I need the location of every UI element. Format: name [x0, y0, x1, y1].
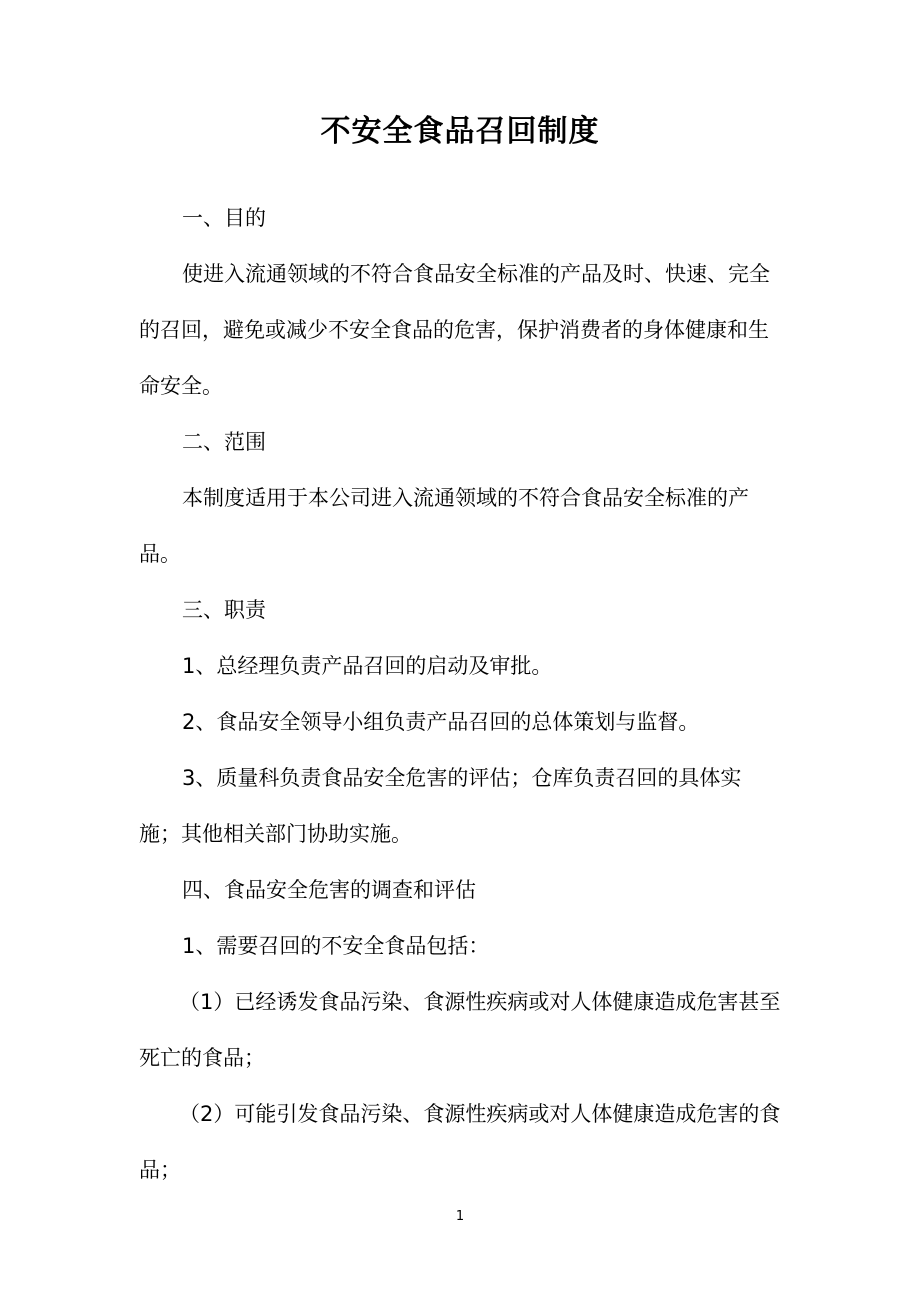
document-body: [139, 190, 783, 1198]
paragraph-scope: 本制度适用于本公司进入流通领域的不符合食品安全标准的产品。: [139, 486, 749, 566]
document-title: 不安全食品召回制度: [320, 114, 600, 149]
list-item-responsibility-2: 2、食品安全领导小组负责产品召回的总体策划与监督。: [182, 710, 700, 734]
paragraph-purpose: 使进入流通领域的不符合食品安全标准的产品及时、快速、完全的召回，避免或减少不安全食品的危害，保护消费者的身体健康和生命安全。: [139, 262, 770, 398]
sub-item-1: （1）已经诱发食品污染、食源性疾病或对人体健康造成危害甚至死亡的食品；: [139, 990, 781, 1070]
list-item-responsibility-3: 3、质量科负责食品安全危害的评估；仓库负责召回的具体实施；其他相关部门协助实施。: [139, 766, 742, 846]
section-heading-assessment: 四、食品安全危害的调查和评估: [182, 878, 476, 902]
section-heading-responsibilities: 三、职责: [182, 598, 266, 622]
page-number: 1: [455, 1209, 465, 1224]
section-heading-purpose: 一、目的: [182, 206, 266, 230]
list-item-assessment-1: 1、需要召回的不安全食品包括：: [182, 934, 490, 958]
sub-item-2: （2）可能引发食品污染、食源性疾病或对人体健康造成危害的食品；: [139, 1102, 781, 1182]
section-heading-scope: 二、范围: [182, 430, 266, 454]
list-item-responsibility-1: 1、总经理负责产品召回的启动及审批。: [182, 654, 553, 678]
